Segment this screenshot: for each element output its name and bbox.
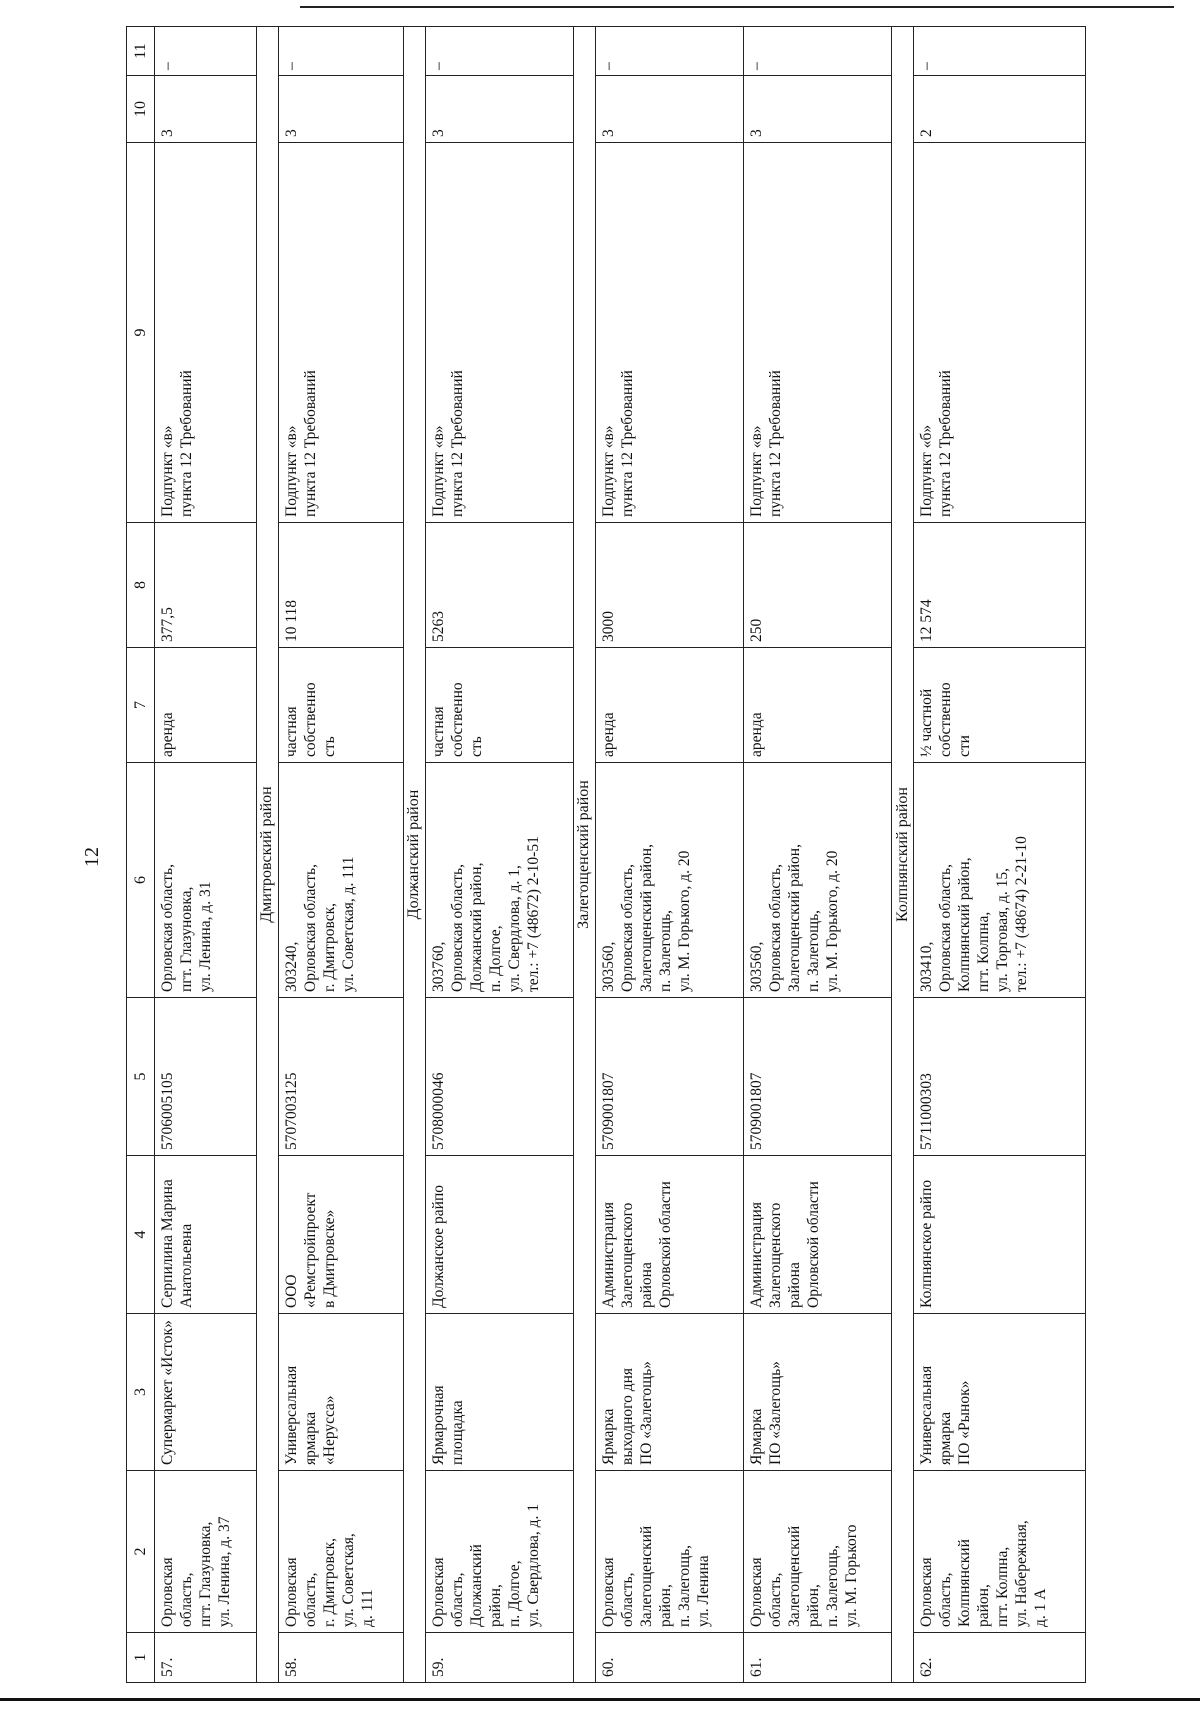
organizer-address: 303760, Орловская область, Должанский район, п. Долгое, ул. Свердлова, д. 1, тел.: +7 (48672) 2-10-51 bbox=[425, 763, 573, 998]
region-row bbox=[573, 27, 595, 1683]
organizer-name: Серпилина Марина Анатольевна bbox=[155, 1156, 257, 1314]
region-name: Должанский район bbox=[403, 27, 425, 1683]
table-row bbox=[155, 27, 257, 1683]
organizer-name: Должанское райпо bbox=[425, 1156, 573, 1314]
row-number: 61. bbox=[744, 1633, 892, 1683]
column-number-row bbox=[127, 27, 155, 1683]
row-number: 62. bbox=[914, 1633, 1086, 1683]
fair-location: Орловская область, пгт. Глазуновка, ул. Ленина, д. 37 bbox=[155, 1471, 257, 1633]
fair-name: Ярмарка выходного дня ПО «Залегощь» bbox=[595, 1314, 743, 1471]
column-number: 11 bbox=[127, 27, 155, 76]
region-name: Дмитровский район bbox=[256, 27, 278, 1683]
organizer-address: 303560, Орловская область, Залегощенский район, п. Залегощь, ул. М. Горького, д. 20 bbox=[595, 763, 743, 998]
fair-registry-table bbox=[126, 26, 1086, 1683]
organizer-inn: 5706005105 bbox=[155, 998, 257, 1156]
area-value: 377,5 bbox=[155, 523, 257, 648]
column-11-value: – bbox=[595, 27, 743, 76]
fair-location: Орловская область, Залегощенский район, п. Залегощь, ул. Ленина bbox=[595, 1471, 743, 1633]
row-number: 57. bbox=[155, 1633, 257, 1683]
ownership-type: аренда bbox=[744, 648, 892, 763]
column-11-value: – bbox=[425, 27, 573, 76]
column-number: 7 bbox=[127, 648, 155, 763]
organizer-address: 303410, Орловская область, Колпнянский район, пгт. Колпна, ул. Торговая, д. 15, тел.: +7 (48674) 2-21-10 bbox=[914, 763, 1086, 998]
column-number: 5 bbox=[127, 998, 155, 1156]
column-number: 9 bbox=[127, 143, 155, 523]
column-11-value: – bbox=[155, 27, 257, 76]
table-body bbox=[127, 27, 1086, 1683]
ownership-type: ½ частной собственно сти bbox=[914, 648, 1086, 763]
column-number: 10 bbox=[127, 76, 155, 143]
column-11-value: – bbox=[914, 27, 1086, 76]
area-value: 3000 bbox=[595, 523, 743, 648]
region-name: Колпнянский район bbox=[892, 27, 914, 1683]
organizer-name: Колпнянское райпо bbox=[914, 1156, 1086, 1314]
organizer-name: Администрация Залегощенского района Орловской области bbox=[595, 1156, 743, 1314]
column-number: 4 bbox=[127, 1156, 155, 1314]
fair-location: Орловская область, Должанский район, п. Долгое, ул. Свердлова, д. 1 bbox=[425, 1471, 573, 1633]
row-number: 58. bbox=[278, 1633, 403, 1683]
table-row bbox=[425, 27, 573, 1683]
legal-basis: Подпункт «в» пункта 12 Требований bbox=[744, 143, 892, 523]
organizer-inn: 5709001807 bbox=[595, 998, 743, 1156]
table-row bbox=[914, 27, 1086, 1683]
organizer-address: 303240, Орловская область, г. Дмитровск, ул. Советская, д. 111 bbox=[278, 763, 403, 998]
legal-basis: Подпункт «в» пункта 12 Требований bbox=[278, 143, 403, 523]
column-10-value: 3 bbox=[425, 76, 573, 143]
column-10-value: 3 bbox=[155, 76, 257, 143]
region-row bbox=[892, 27, 914, 1683]
organizer-name: ООО «Ремстройпроект в Дмитровске» bbox=[278, 1156, 403, 1314]
row-number: 59. bbox=[425, 1633, 573, 1683]
column-number: 6 bbox=[127, 763, 155, 998]
area-value: 250 bbox=[744, 523, 892, 648]
legal-basis: Подпункт «в» пункта 12 Требований bbox=[595, 143, 743, 523]
organizer-address: Орловская область, пгт. Глазуновка, ул. Ленина, д. 31 bbox=[155, 763, 257, 998]
top-rule bbox=[300, 6, 1174, 8]
region-row bbox=[256, 27, 278, 1683]
fair-location: Орловская область, Колпнянский район, пгт. Колпна, ул. Набережная, д. 1 А bbox=[914, 1471, 1086, 1633]
page-number: 12 bbox=[81, 847, 103, 867]
table-row bbox=[278, 27, 403, 1683]
column-10-value: 2 bbox=[914, 76, 1086, 143]
column-11-value: – bbox=[744, 27, 892, 76]
ownership-type: частная собственно сть bbox=[278, 648, 403, 763]
legal-basis: Подпункт «в» пункта 12 Требований bbox=[425, 143, 573, 523]
column-number: 3 bbox=[127, 1314, 155, 1471]
legal-basis: Подпункт «в» пункта 12 Требований bbox=[155, 143, 257, 523]
fair-name: Универсальная ярмарка «Неруссa» bbox=[278, 1314, 403, 1471]
column-11-value: – bbox=[278, 27, 403, 76]
organizer-inn: 5709001807 bbox=[744, 998, 892, 1156]
column-10-value: 3 bbox=[744, 76, 892, 143]
area-value: 10 118 bbox=[278, 523, 403, 648]
fair-name: Ярмарка ПО «Залегощь» bbox=[744, 1314, 892, 1471]
bottom-rule bbox=[0, 1698, 1200, 1701]
organizer-inn: 5708000046 bbox=[425, 998, 573, 1156]
table-row bbox=[595, 27, 743, 1683]
column-10-value: 3 bbox=[278, 76, 403, 143]
region-name: Залегощенский район bbox=[573, 27, 595, 1683]
fair-location: Орловская область, г. Дмитровск, ул. Советская, д. 111 bbox=[278, 1471, 403, 1633]
fair-name: Ярмарочная площадка bbox=[425, 1314, 573, 1471]
organizer-inn: 5707003125 bbox=[278, 998, 403, 1156]
fair-name: Универсальная ярмарка ПО «Рынок» bbox=[914, 1314, 1086, 1471]
legal-basis: Подпункт «б» пункта 12 Требований bbox=[914, 143, 1086, 523]
column-number: 1 bbox=[127, 1633, 155, 1683]
table-row bbox=[744, 27, 892, 1683]
region-row bbox=[403, 27, 425, 1683]
area-value: 12 574 bbox=[914, 523, 1086, 648]
organizer-address: 303560, Орловская область, Залегощенский район, п. Залегощь, ул. М. Горького, д. 20 bbox=[744, 763, 892, 998]
ownership-type: аренда bbox=[595, 648, 743, 763]
ownership-type: частная собственно сть bbox=[425, 648, 573, 763]
column-10-value: 3 bbox=[595, 76, 743, 143]
row-number: 60. bbox=[595, 1633, 743, 1683]
column-number: 8 bbox=[127, 523, 155, 648]
rotated-page bbox=[126, 27, 1086, 1683]
ownership-type: аренда bbox=[155, 648, 257, 763]
area-value: 5263 bbox=[425, 523, 573, 648]
fair-location: Орловская область, Залегощенский район, п. Залегощь, ул. М. Горького bbox=[744, 1471, 892, 1633]
column-number: 2 bbox=[127, 1471, 155, 1633]
fair-name: Супермаркет «Исток» bbox=[155, 1314, 257, 1471]
organizer-inn: 5711000303 bbox=[914, 998, 1086, 1156]
organizer-name: Администрация Залегощенского района Орловской области bbox=[744, 1156, 892, 1314]
